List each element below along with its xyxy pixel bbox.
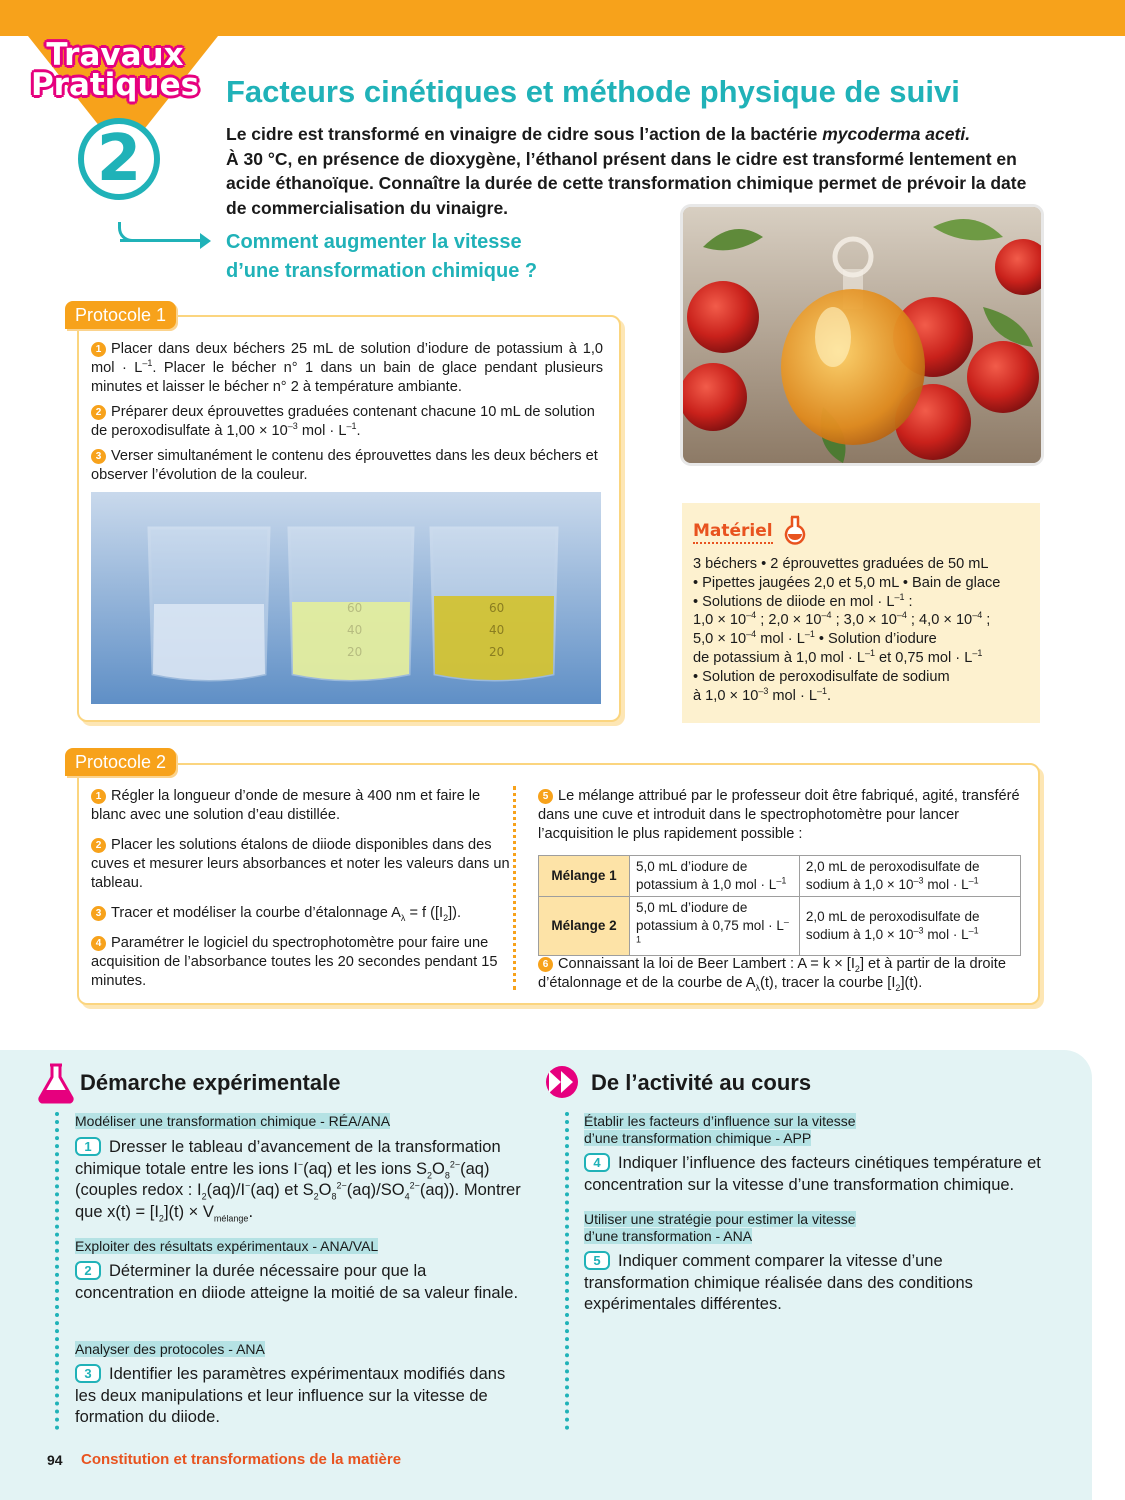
- question-3: 3 Identifier les paramètres expérimentaux modifiés dans les deux manipulations et leur influence sur la vitesse de formation du diiode.: [75, 1365, 506, 1426]
- question-number: 2: [75, 1261, 101, 1280]
- protocole-1-tag: Protocole 1: [65, 301, 176, 329]
- step-4: 4 Paramétrer le logiciel du spectrophotomètre pour faire une acquisition de l’absorbance toutes les 20 secondes pendant 15 minutes.: [91, 935, 498, 989]
- intro-text: Le cidre est transformé en vinaigre de cidre sous l’action de la bactérie mycoderma aceti. À 30 °C, en présence de dioxygène, l’éthanol présent dans le cidre est transformé lentement en acide éthanoïque. Connaître la durée de cette transformation chimique permet de prévoir la date de commercialisation du vinaigre.: [226, 124, 1027, 218]
- double-chevron-icon: [545, 1065, 583, 1099]
- step-1: 1 Régler la longueur d’onde de mesure à 400 nm et faire le blanc avec une solution d’eau distillée.: [91, 788, 481, 823]
- question-number: 1: [75, 1137, 101, 1156]
- step-5: 5 Le mélange attribué par le professeur doit être fabriqué, agité, transféré dans une cuve et introduit dans le spectrophotomètre pour lancer l’acquisition le plus rapidement possible :: [538, 788, 1020, 842]
- step-number: 5: [538, 789, 553, 804]
- svg-text:20: 20: [347, 645, 363, 659]
- vinegar-apples-photo: [683, 207, 1041, 463]
- materiel-title: Matériel: [693, 521, 773, 541]
- step-6: 6 Connaissant la loi de Beer Lambert : $A = k \times [I_2]$ et à partir de la droite d’étalonnage et de la courbe de $A_\lambda(t)$, tracer la courbe $[I_2](t)$.: [538, 956, 1006, 993]
- question-4: 4 Indiquer l’influence des facteurs cinétiques température et concentration sur la vitesse d’une transformation chimique.: [584, 1154, 1041, 1194]
- step-1: 1 Placer dans deux béchers 25 mL de solution d’iodure de potassium à 1,0 mol · $L^{-1}$. Placer le bécher n° 1 dans un bain de glace pendant plusieurs minutes et laisser le bécher n° 2 à température ambiante.: [91, 341, 603, 395]
- beakers-photo: [91, 492, 601, 704]
- divider: [565, 1112, 569, 1430]
- skill-label: Modéliser une transformation chimique - RÉA/ANA: [75, 1113, 391, 1129]
- table-row: Mélange 1 5,0 mL d’iodure de potassium à 1,0 mol · $L^{-1}$ 2,0 mL de peroxodisulfate de sodium à $1,0 \times 10^{-3}$ mol · $L^{-1}$: [539, 856, 1021, 897]
- materiel-box: [682, 503, 1040, 723]
- question-2: 2 Déterminer la durée nécessaire pour que la concentration en diiode atteigne la moitié de sa valeur finale.: [75, 1262, 519, 1302]
- flask-icon: [782, 515, 808, 545]
- divider: [55, 1112, 59, 1430]
- step-number: 6: [538, 957, 553, 972]
- question-1: 1 Dresser le tableau d’avancement de la transformation chimique totale entre les ions I−(aq) et les ions $S_2O_8^{2-}(aq)$ (couples redox : $I_2(aq)/I^-(aq)$ et $S_2O_8^{2-}(aq)/SO_4^{2-}(aq)$). Montrer que $x(t) = [I_2](t) \times V_{mélange}$.: [75, 1138, 521, 1223]
- skill-label: Utiliser une stratégie pour estimer la vitesse d’une transformation - ANA: [584, 1211, 856, 1244]
- melanges-table: [538, 855, 1021, 956]
- flask-icon: [36, 1062, 76, 1104]
- question-number: 5: [584, 1251, 610, 1270]
- svg-text:20: 20: [489, 645, 505, 659]
- cours-title: De l’activité au cours: [591, 1070, 812, 1095]
- step-number: 2: [91, 405, 106, 420]
- protocole-1-steps: [91, 340, 603, 491]
- divider: [513, 786, 516, 990]
- skill-label: Établir les facteurs d’influence sur la vitesse d’une transformation chimique - APP: [584, 1113, 856, 1146]
- question-5: 5 Indiquer comment comparer la vitesse d’une transformation chimique réalisée dans des conditions expérimentales différentes.: [584, 1252, 973, 1313]
- demarche-title: Démarche expérimentale: [80, 1070, 341, 1095]
- chapter-title: Constitution et transformations de la matière: [81, 1451, 402, 1468]
- skill-label: Analyser des protocoles - ANA: [75, 1341, 265, 1357]
- step-2: 2 Placer les solutions étalons de diiode disponibles dans des cuves et mesurer leurs absorbances et noter les valeurs dans un tableau.: [91, 837, 510, 891]
- question-number: 3: [75, 1364, 101, 1383]
- badge-title: Travaux Pratiques: [30, 37, 200, 103]
- step-number: 1: [91, 789, 106, 804]
- step-3: 3 Tracer et modéliser la courbe d’étalonnage $A_\lambda = f$ $([I_2])$.: [91, 904, 511, 923]
- materiel-list: 3 béchers • 2 éprouvettes graduées de 50 mL • Pipettes jaugées 2,0 et 5,0 mL • Bain de glace • Solutions de diiode en mol · $L^{-1}$ : $1,0 \times 10^{-4}$ ; $2,0 \times 10^{-4}$ ; $3,0 \times 10^{-4}$ ; $4,0 \times 10^{-4}$ ; $5,0 \times 10^{-4}$ mol · $L^{-1}$ • Solution d’iodure de potassium à 1,0 mol · $L^{-1}$ et 0,75 mol · $L^{-1}$ • Solution de peroxodisulfate de sodium à $1,0 \times 10^{-3}$ mol · $L^{-1}$.: [693, 556, 1001, 704]
- step-3: 3 Verser simultanément le contenu des éprouvettes dans les deux béchers et observer l’évolution de la couleur.: [91, 448, 598, 483]
- svg-text:40: 40: [489, 623, 505, 637]
- protocole-2-right: [538, 787, 1021, 850]
- svg-text:60: 60: [347, 601, 363, 615]
- protocole-2-tag: Protocole 2: [65, 748, 176, 776]
- step-number: 4: [91, 936, 106, 951]
- table-row: Mélange 2 5,0 mL d’iodure de potassium à 0,75 mol · $L^{-1}$ 2,0 mL de peroxodisulfate de sodium à $1,0 \times 10^{-3}$ mol · $L^{-1}$: [539, 897, 1021, 956]
- badge-number: 2: [78, 118, 160, 200]
- step-number: 2: [91, 838, 106, 853]
- svg-text:40: 40: [347, 623, 363, 637]
- top-bar: [0, 0, 1125, 36]
- step-number: 3: [91, 906, 106, 921]
- protocole-2-left: [91, 787, 511, 997]
- page-number: 94: [47, 1452, 63, 1468]
- main-question: Comment augmenter la vitesse d’une transformation chimique ?: [226, 231, 538, 282]
- question-number: 4: [584, 1153, 610, 1172]
- step-number: 1: [91, 342, 106, 357]
- step-2: 2 Préparer deux éprouvettes graduées contenant chacune 10 mL de solution de peroxodisulfate à $1,00 \times 10^{-3}$ mol · $L^{-1}$.: [91, 404, 595, 439]
- skill-label: Exploiter des résultats expérimentaux - ANA/VAL: [75, 1238, 379, 1254]
- page-title: Facteurs cinétiques et méthode physique de suivi: [226, 74, 960, 109]
- step-number: 3: [91, 449, 106, 464]
- svg-text:60: 60: [489, 601, 505, 615]
